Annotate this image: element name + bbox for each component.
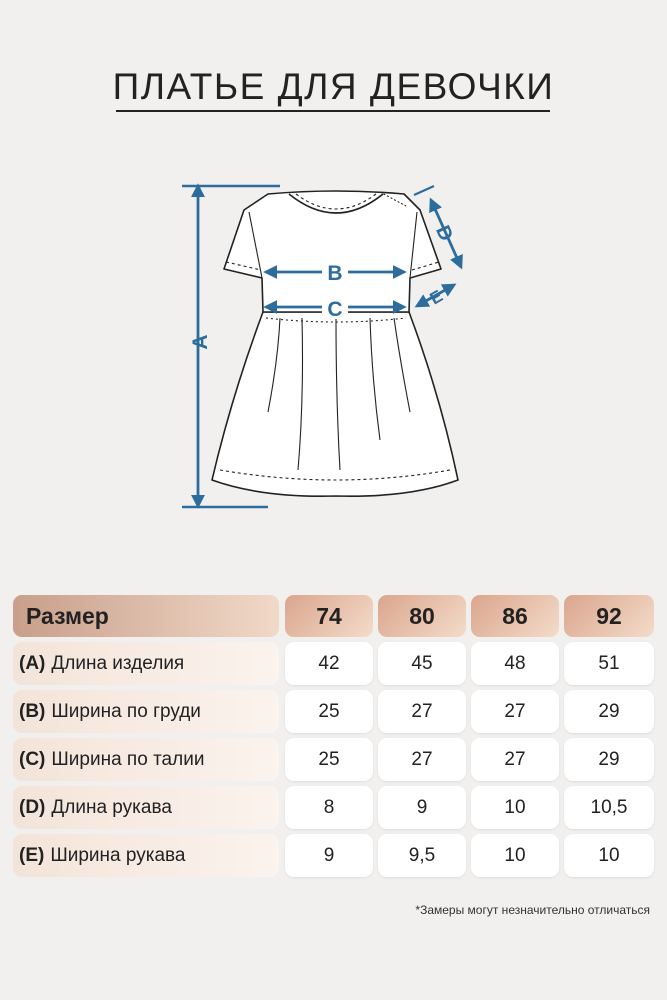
row-label-e: (E) Ширина рукава <box>13 834 279 877</box>
footnote: *Замеры могут незначительно отличаться <box>415 903 650 917</box>
size-80: 80 <box>378 595 466 637</box>
cell-c-80: 27 <box>378 738 466 781</box>
row-label-c: (C) Ширина по талии <box>13 738 279 781</box>
cell-c-74: 25 <box>285 738 373 781</box>
label-d: D <box>431 222 458 245</box>
row-label-b: (B) Ширина по груди <box>13 690 279 733</box>
cell-b-80: 27 <box>378 690 466 733</box>
cell-c-86: 27 <box>471 738 559 781</box>
size-74: 74 <box>285 595 373 637</box>
label-e: E <box>426 286 446 309</box>
label-b: B <box>327 262 343 285</box>
cell-a-92: 51 <box>564 642 654 685</box>
cell-d-74: 8 <box>285 786 373 829</box>
cell-a-74: 42 <box>285 642 373 685</box>
row-label-d: (D) Длина рукава <box>13 786 279 829</box>
cell-e-80: 9,5 <box>378 834 466 877</box>
dress-outline <box>212 191 458 496</box>
cell-e-74: 9 <box>285 834 373 877</box>
label-c: C <box>327 298 343 321</box>
cell-d-86: 10 <box>471 786 559 829</box>
header-size-label: Размер <box>13 595 279 637</box>
cell-e-92: 10 <box>564 834 654 877</box>
cell-b-74: 25 <box>285 690 373 733</box>
page-title: ПЛАТЬЕ ДЛЯ ДЕВОЧКИ <box>112 66 555 107</box>
cell-d-92: 10,5 <box>564 786 654 829</box>
size-86: 86 <box>471 595 559 637</box>
cell-b-86: 27 <box>471 690 559 733</box>
cell-d-80: 9 <box>378 786 466 829</box>
size-92: 92 <box>564 595 654 637</box>
label-a: A <box>189 334 212 350</box>
cell-e-86: 10 <box>471 834 559 877</box>
cell-b-92: 29 <box>564 690 654 733</box>
cell-a-80: 45 <box>378 642 466 685</box>
cell-c-92: 29 <box>564 738 654 781</box>
row-label-a: (A) Длина изделия <box>13 642 279 685</box>
cell-a-86: 48 <box>471 642 559 685</box>
